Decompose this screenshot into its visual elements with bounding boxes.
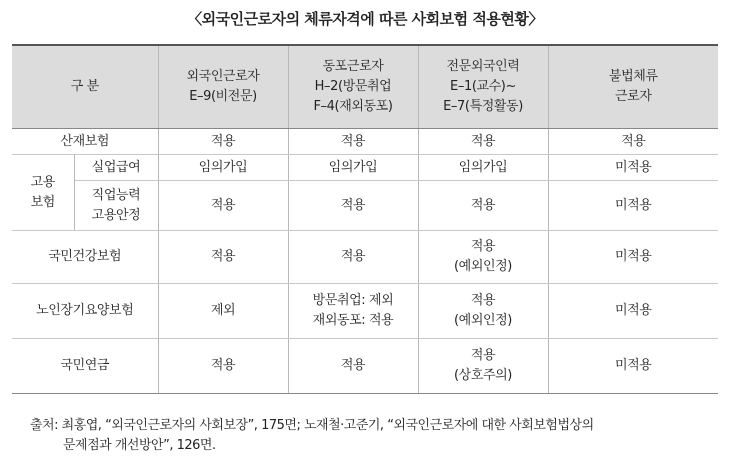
- header-compatriot-worker: 동포근로자 H–2(방문취업 F–4(재외동포): [288, 45, 418, 129]
- cell: 미적용: [548, 231, 718, 284]
- cell: 적용: [158, 129, 288, 155]
- cell: 적용 (예외인정): [418, 231, 548, 284]
- cell: 제외: [158, 284, 288, 339]
- header-foreign-worker: 외국인근로자 E–9(비전문): [158, 45, 288, 129]
- cell: 적용: [288, 181, 418, 231]
- row-health: [12, 231, 718, 284]
- row-label: 직업능력 고용안정: [74, 181, 158, 231]
- cell: 적용 (예외인정): [418, 284, 548, 339]
- cell: 적용: [288, 129, 418, 155]
- row-unemployment: [12, 155, 718, 181]
- cell: 적용: [548, 129, 718, 155]
- header-category: 구 분: [12, 45, 158, 129]
- employment-insurance-group: 고용 보험: [12, 155, 74, 231]
- row-label: 노인장기요양보험: [12, 284, 158, 339]
- row-long-term-care: [12, 284, 718, 339]
- cell: 임의가입: [288, 155, 418, 181]
- table-title: 〈외국인근로자의 체류자격에 따른 사회보험 적용현황〉: [187, 10, 543, 28]
- cell: 미적용: [548, 181, 718, 231]
- header-professional: 전문외국인력 E–1(교수)~ E–7(특정활동): [418, 45, 548, 129]
- cell: 임의가입: [158, 155, 288, 181]
- row-vocational: [12, 181, 718, 231]
- cell: 임의가입: [418, 155, 548, 181]
- cell: 적용: [288, 231, 418, 284]
- cell: 적용: [158, 231, 288, 284]
- cell: 적용: [418, 129, 548, 155]
- row-industrial-accident: [12, 129, 718, 155]
- footnote-line-1: 출처: 최홍엽, “외국인근로자의 사회보장”, 175면; 노재철·고준기, “외국인근로자에 대한 사회보험법상의: [30, 418, 594, 433]
- cell: 방문취업: 제외 재외동포: 적용: [288, 284, 418, 339]
- footnote-line-2: 문제점과 개선방안”, 126면.: [63, 438, 216, 453]
- row-label: 실업급여: [74, 155, 158, 181]
- cell: 적용: [288, 339, 418, 394]
- cell: 적용: [418, 181, 548, 231]
- cell: 적용 (상호주의): [418, 339, 548, 394]
- insurance-table: [12, 44, 718, 394]
- row-label: 산재보험: [12, 129, 158, 155]
- cell: 적용: [158, 339, 288, 394]
- cell: 미적용: [548, 155, 718, 181]
- cell: 미적용: [548, 284, 718, 339]
- header-row: [12, 45, 718, 129]
- row-label: 국민연금: [12, 339, 158, 394]
- source-footnote: [30, 416, 720, 456]
- cell: 적용: [158, 181, 288, 231]
- row-label: 국민건강보험: [12, 231, 158, 284]
- row-pension: [12, 339, 718, 394]
- header-illegal-stay: 불법체류 근로자: [548, 45, 718, 129]
- cell: 미적용: [548, 339, 718, 394]
